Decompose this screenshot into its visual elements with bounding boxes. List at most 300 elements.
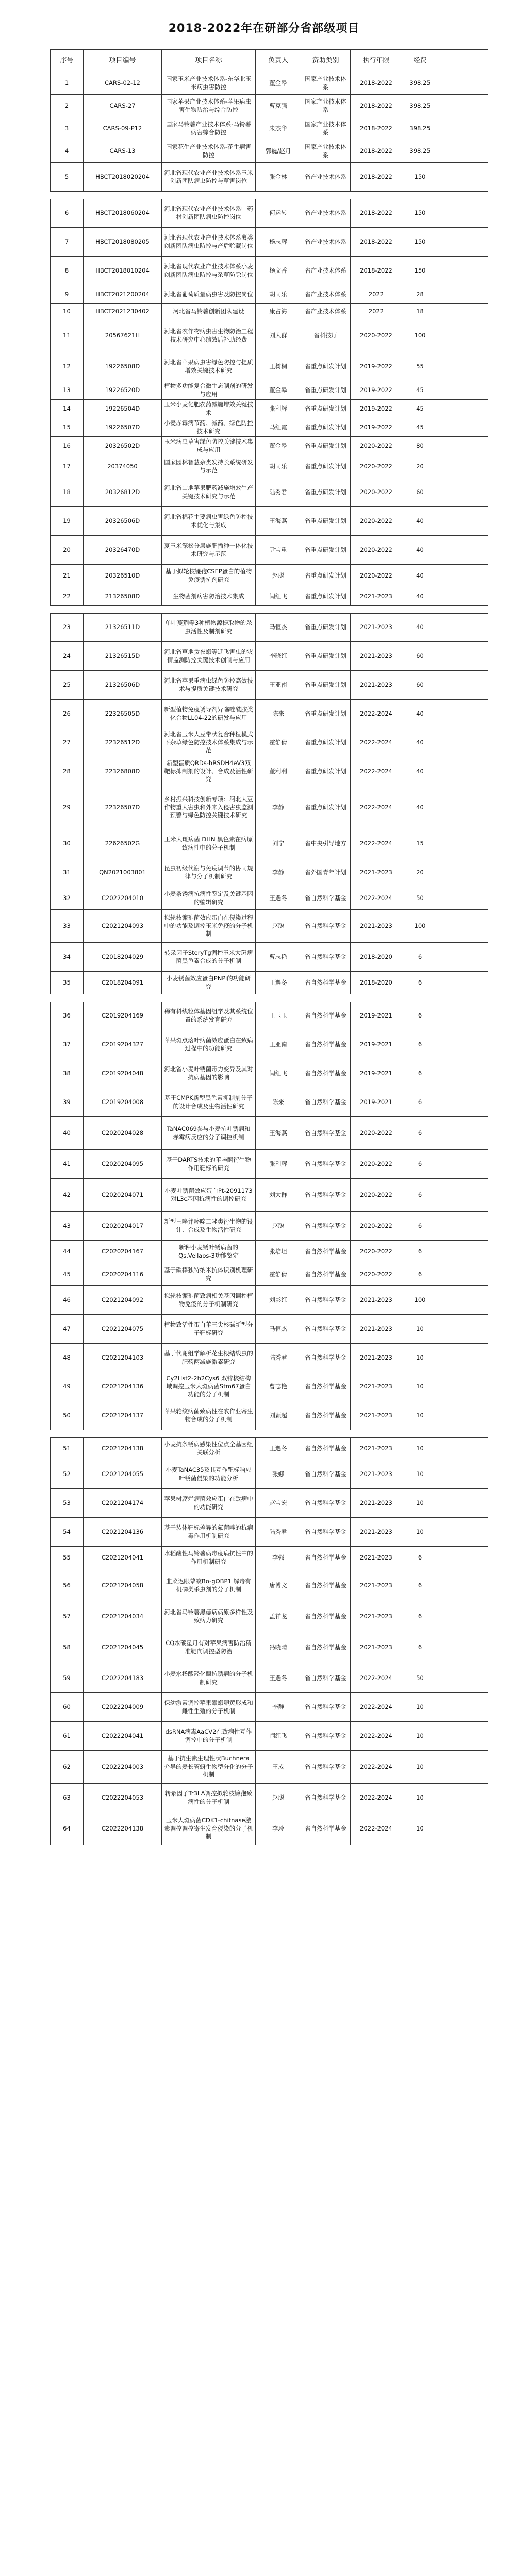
table-cell: 150 (402, 228, 438, 256)
table-cell: 2020-2022 (351, 565, 402, 587)
table-cell: C2019204048 (84, 1059, 162, 1088)
table-cell: 45 (51, 1263, 84, 1285)
header-cell: 负责人 (256, 50, 301, 72)
table-cell: 省自然科学基金 (301, 1088, 351, 1116)
table-cell: 6 (51, 199, 84, 227)
table-cell: 50 (402, 1664, 438, 1692)
table-cell: 2020-2022 (351, 536, 402, 564)
table-cell: C2022204010 (84, 887, 162, 909)
table-row (50, 700, 488, 728)
table-cell: 河北省马铃薯黑痣病病原多样性及致病力研究 (162, 1602, 256, 1631)
table-row (50, 642, 488, 671)
table-row (50, 786, 488, 829)
table-cell: 2021-2023 (351, 1460, 402, 1488)
table-cell: 河北省现代农业产业技术体系小麦创新团队病虫防控与杂草防除岗位 (162, 257, 256, 285)
table-cell: 26 (51, 700, 84, 728)
table-cell: 曹志艳 (256, 1372, 301, 1401)
table-cell: HBCT2021230402 (84, 304, 162, 319)
table-cell: 51 (51, 1438, 84, 1460)
table-cell: 省自然科学基金 (301, 1693, 351, 1721)
table-cell: 61 (51, 1722, 84, 1750)
table-row (50, 829, 488, 858)
table-cell: 40 (402, 786, 438, 829)
table-cell: 19226508D (84, 352, 162, 381)
table-cell: 22326512D (84, 728, 162, 757)
table-cell: 省重点研发计划 (301, 352, 351, 381)
table-cell: 6 (402, 1002, 438, 1030)
table-cell: 10 (402, 1460, 438, 1488)
table-cell: 省重点研发计划 (301, 455, 351, 478)
table-cell: 省自然科学基金 (301, 1117, 351, 1149)
page-break (50, 192, 488, 199)
table-cell: 10 (402, 1722, 438, 1750)
table-cell: 2018-2022 (351, 257, 402, 285)
table-cell: 20 (51, 536, 84, 564)
table-cell: 河北省葡萄质量病虫害及防控岗位 (162, 285, 256, 303)
table-cell: 省自然科学基金 (301, 1179, 351, 1211)
table-cell (438, 1263, 489, 1285)
table-cell: C2022204003 (84, 1751, 162, 1783)
table-cell: 省产业技术体系 (301, 285, 351, 303)
table-cell: 赵宝宏 (256, 1489, 301, 1517)
table-cell: 省自然科学基金 (301, 1286, 351, 1314)
table-cell (438, 285, 489, 303)
table-cell: 22326505D (84, 700, 162, 728)
table-cell: HBCT2018080205 (84, 228, 162, 256)
table-cell: 河北省玉米大豆带状复合种植模式下杂草绿色防控技术体系集成与示范 (162, 728, 256, 757)
table-cell: 玉米小麦化肥农药减施增效关键技术 (162, 400, 256, 418)
table-cell: 2020-2022 (351, 455, 402, 478)
table-row (50, 1460, 488, 1489)
table-cell: 胡同乐 (256, 285, 301, 303)
table-cell: 省产业技术体系 (301, 199, 351, 227)
table-row (50, 671, 488, 700)
table-cell: 省自然科学基金 (301, 1631, 351, 1664)
table-cell: C2021204058 (84, 1569, 162, 1602)
table-cell: 25 (51, 671, 84, 699)
table-cell: 国家产业技术体系 (301, 117, 351, 140)
table-cell: 9 (51, 285, 84, 303)
table-cell: 40 (402, 507, 438, 535)
table-cell (438, 972, 489, 994)
table-row (50, 1631, 488, 1664)
table-cell: 2019-2022 (351, 400, 402, 418)
table-cell: 2019-2022 (351, 352, 402, 381)
table-cell: 省产业技术体系 (301, 228, 351, 256)
table-cell: 省自然科学基金 (301, 1150, 351, 1178)
table-cell: 2018-2022 (351, 95, 402, 117)
table-cell: C2021204103 (84, 1344, 162, 1372)
table-cell (438, 1344, 489, 1372)
table-cell: 省自然科学基金 (301, 1547, 351, 1569)
table-cell: 2022 (351, 304, 402, 319)
table-cell: 河北省现代农业产业技术体系中药材创新团队病虫防控岗位 (162, 199, 256, 227)
table-cell: 省重点研发计划 (301, 587, 351, 605)
table-cell: 2020-2022 (351, 1179, 402, 1211)
table-cell: 64 (51, 1812, 84, 1845)
table-cell (438, 1117, 489, 1149)
table-cell: 19 (51, 507, 84, 535)
table-row (50, 1569, 488, 1602)
table-cell: 马恒杰 (256, 614, 301, 641)
table-cell: 1 (51, 72, 84, 94)
table-cell: 新种小麦锈叶锈病菌的Qs.Vellaos-3功能鉴定 (162, 1241, 256, 1263)
table-cell: 2021-2023 (351, 1569, 402, 1602)
table-cell: 霍静倩 (256, 1263, 301, 1285)
table-cell: C2021204136 (84, 1518, 162, 1546)
table-cell: 河北省现代农业产业技术体系薯类创新团队病虫防控与产后贮藏岗位 (162, 228, 256, 256)
table-cell: 赵聪 (256, 565, 301, 587)
table-cell: 2022-2024 (351, 1722, 402, 1750)
table-cell: 2019-2021 (351, 1030, 402, 1059)
table-cell: 省自然科学基金 (301, 1751, 351, 1783)
table-cell: 40 (402, 700, 438, 728)
table-cell (438, 1401, 489, 1430)
table-cell: 小麦条锈病抗病性鉴定及关键基因的编辑研究 (162, 887, 256, 909)
table-cell: 基于拟轮枝镰孢CSEP蛋白的植物免疫诱抗剂研究 (162, 565, 256, 587)
table-row (50, 163, 488, 192)
table-row (50, 352, 488, 381)
table-cell: 张娜 (256, 1460, 301, 1488)
table-cell: 国家产业技术体系 (301, 72, 351, 94)
table-cell: 2022-2024 (351, 786, 402, 829)
table-cell: 6 (402, 1030, 438, 1059)
table-cell: 21326508D (84, 587, 162, 605)
table-cell: 省自然科学基金 (301, 1784, 351, 1812)
table-cell: 40 (402, 536, 438, 564)
table-cell: 2021-2023 (351, 1401, 402, 1430)
table-cell: 6 (402, 1569, 438, 1602)
table-row (50, 1030, 488, 1059)
table-row (50, 199, 488, 228)
table-cell: 王亚南 (256, 671, 301, 699)
table-cell: 国家园林智慧杂类发持长系统研发与示范 (162, 455, 256, 478)
table-cell: 小麦叶锈菌效应蛋白Pt-2091173对L3c基因抗病性的调控研究 (162, 1179, 256, 1211)
table-header (50, 49, 488, 72)
table-cell: HBCT2021200204 (84, 285, 162, 303)
table-cell: 唐博文 (256, 1569, 301, 1602)
table-cell: 45 (402, 400, 438, 418)
table-cell: 40 (51, 1117, 84, 1149)
table-cell: C2021204045 (84, 1631, 162, 1664)
table-cell: CARS-02-12 (84, 72, 162, 94)
table-cell: 2019-2022 (351, 418, 402, 436)
table-cell: C2021204055 (84, 1460, 162, 1488)
table-cell: 基于CMPK新型黑色素抑制剂分子的设计合成及生物活性研究 (162, 1088, 256, 1116)
header-cell: 项目编号 (84, 50, 162, 72)
table-cell: 20 (402, 858, 438, 887)
table-cell: 省自然科学基金 (301, 1722, 351, 1750)
table-row (50, 285, 488, 304)
table-cell: C2022204053 (84, 1784, 162, 1812)
table-cell: 王遇冬 (256, 1664, 301, 1692)
table-row (50, 887, 488, 910)
table-cell: 20326470D (84, 536, 162, 564)
table-cell: 闫红飞 (256, 1722, 301, 1750)
table-cell (438, 1489, 489, 1517)
table-cell: 2 (51, 95, 84, 117)
table-cell: 19226507D (84, 418, 162, 436)
table-cell: 王树桐 (256, 352, 301, 381)
table-cell: 基于碳棒独特纳米抗体识别机理研究 (162, 1263, 256, 1285)
table-cell: 150 (402, 199, 438, 227)
table-cell: 基于抗生素生理性状Buchnera 介导的麦长管蚜生物型分化的分子机制 (162, 1751, 256, 1783)
table-row (50, 1751, 488, 1784)
table-cell: 37 (51, 1030, 84, 1059)
table-cell: 22 (51, 587, 84, 605)
table-cell: 12 (51, 352, 84, 381)
table-cell: 河北省棉花主要病虫害绿色防控技术优化与集成 (162, 507, 256, 535)
table-cell: CARS-27 (84, 95, 162, 117)
table-cell: 2022 (351, 285, 402, 303)
table-cell (438, 1547, 489, 1569)
table-cell: 48 (51, 1344, 84, 1372)
table-cell: 3 (51, 117, 84, 140)
table-cell: 19226520D (84, 381, 162, 399)
table-cell (438, 1438, 489, 1460)
table-cell: 8 (51, 257, 84, 285)
table-cell: 2018-2022 (351, 228, 402, 256)
table-cell: dsRNA病毒AaCV2在致病性互作调控中的分子机制 (162, 1722, 256, 1750)
table-cell: 43 (51, 1212, 84, 1240)
table-cell: 10 (402, 1693, 438, 1721)
table-cell: 21 (51, 565, 84, 587)
table-cell: 2022-2024 (351, 1812, 402, 1845)
table-cell: 省重点研发计划 (301, 786, 351, 829)
table-row (50, 1179, 488, 1212)
table-cell: C2018204029 (84, 943, 162, 971)
table-cell: 20567621H (84, 319, 162, 352)
table-cell (438, 565, 489, 587)
table-cell: 赵聪 (256, 1784, 301, 1812)
table-cell: 2020-2022 (351, 1117, 402, 1149)
table-cell: 34 (51, 943, 84, 971)
header-cell: 序号 (51, 50, 84, 72)
table-row (50, 1002, 488, 1030)
table-row (50, 943, 488, 972)
table-cell: 刘大群 (256, 1179, 301, 1211)
table-cell: 基于装体靶标差异的氟菌唑的抗病毒作用机制研究 (162, 1518, 256, 1546)
table-cell: 基于DARTS技术的苯唑酮衍生物作用靶标的研究 (162, 1150, 256, 1178)
table-cell: 58 (51, 1631, 84, 1664)
table-cell: 2019-2021 (351, 1088, 402, 1116)
table-row (50, 858, 488, 887)
table-cell: 张利辉 (256, 1150, 301, 1178)
table-cell: 2018-2022 (351, 117, 402, 140)
table-cell: 63 (51, 1784, 84, 1812)
table-cell: C2020204116 (84, 1263, 162, 1285)
table-cell: 省重点研发计划 (301, 418, 351, 436)
table-cell: HBCT2018060204 (84, 199, 162, 227)
table-cell: 45 (402, 418, 438, 436)
table-row (50, 1722, 488, 1751)
table-cell: 省科技厅 (301, 319, 351, 352)
table-cell: 2018-2022 (351, 163, 402, 191)
table-cell: 何运转 (256, 199, 301, 227)
table-cell: 省产业技术体系 (301, 257, 351, 285)
table-cell: C2020204071 (84, 1179, 162, 1211)
table-cell: 2022-2024 (351, 887, 402, 909)
table-cell: 28 (51, 757, 84, 786)
table-cell: 省中央引导地方 (301, 829, 351, 858)
table-cell: 22326507D (84, 786, 162, 829)
table-row (50, 1372, 488, 1401)
table-cell (438, 1372, 489, 1401)
table-cell (438, 1460, 489, 1488)
table-row (50, 1315, 488, 1344)
table-row (50, 1784, 488, 1812)
table-row (50, 1117, 488, 1150)
table-cell: 13 (51, 381, 84, 399)
table-cell: 52 (51, 1460, 84, 1488)
table-cell: C2021204136 (84, 1372, 162, 1401)
table-row (50, 565, 488, 587)
table-cell: 50 (402, 887, 438, 909)
table-cell: 40 (402, 728, 438, 757)
table-cell: 55 (402, 352, 438, 381)
table-cell: 21326515D (84, 642, 162, 670)
table-cell: C2020204017 (84, 1212, 162, 1240)
table-cell: 6 (402, 1631, 438, 1664)
table-cell: 河北省马铃薯创新团队建设 (162, 304, 256, 319)
table-cell: 省自然科学基金 (301, 1030, 351, 1059)
table-cell: 河北省苹果病虫害绿色防控与提质增效关键技术研究 (162, 352, 256, 381)
table-cell: 5 (51, 163, 84, 191)
table-row (50, 1059, 488, 1088)
table-cell: 150 (402, 257, 438, 285)
table-cell: 省自然科学基金 (301, 1460, 351, 1488)
table-cell: C2022204041 (84, 1722, 162, 1750)
page-title: 2018-2022年在研部分省部级项目 (168, 22, 360, 35)
table-cell: 27 (51, 728, 84, 757)
table-cell: 河北省草地贪夜蛾等迁飞害虫的灾情监测防控关键技术创制与应用 (162, 642, 256, 670)
table-cell: 昆虫初级代谢与免疫调节的协同规律与分子机制研究 (162, 858, 256, 887)
table-cell: 47 (51, 1315, 84, 1343)
table-cell: 刘影红 (256, 1286, 301, 1314)
table-cell: 398.25 (402, 117, 438, 140)
table-cell: 国家玉米产业技术体系-东华北玉米病虫害防控 (162, 72, 256, 94)
table-cell: 30 (51, 829, 84, 858)
table-cell: 国家马铃薯产业技术体系-马铃薯病害综合防控 (162, 117, 256, 140)
table-cell: 22326808D (84, 757, 162, 786)
table-cell: 2021-2023 (351, 587, 402, 605)
table-cell (438, 437, 489, 455)
table-row (50, 1344, 488, 1372)
table-cell (438, 418, 489, 436)
table-cell: 2019-2021 (351, 1002, 402, 1030)
table-cell: C2020204095 (84, 1150, 162, 1178)
table-cell: 赵聪 (256, 910, 301, 942)
table-cell: 2022-2024 (351, 1751, 402, 1783)
table-row (50, 1263, 488, 1286)
table-cell: 王成 (256, 1751, 301, 1783)
table-cell (438, 614, 489, 641)
table-cell: 2019-2021 (351, 1059, 402, 1088)
header-cell: 执行年限 (351, 50, 402, 72)
table-row (50, 437, 488, 455)
table-cell: 生物菌剂病害防治技术集成 (162, 587, 256, 605)
table-cell: 60 (402, 478, 438, 506)
table-cell: 2018-2020 (351, 972, 402, 994)
table-cell: 陆秀君 (256, 1344, 301, 1372)
table-cell: 2021-2023 (351, 858, 402, 887)
table-cell: 新型三唑并嘧啶二唑类衍生物的设计、合成及生物活性研究 (162, 1212, 256, 1240)
table-cell: 398.25 (402, 140, 438, 162)
table-cell: C2022204009 (84, 1693, 162, 1721)
header-cell (438, 50, 489, 72)
table-cell (438, 1518, 489, 1546)
table-cell: QN2021003801 (84, 858, 162, 887)
table-cell: 省自然科学基金 (301, 887, 351, 909)
table-cell (438, 400, 489, 418)
table-row (50, 1602, 488, 1631)
table-cell: 河北省苹果重病虫绿色防控高效技术与提质关键技术研究 (162, 671, 256, 699)
table-cell: 150 (402, 163, 438, 191)
table-row (50, 1812, 488, 1845)
table-cell: 省重点研发计划 (301, 671, 351, 699)
table-cell: C2020204028 (84, 1117, 162, 1149)
table-cell: 398.25 (402, 95, 438, 117)
table-cell: 6 (402, 1263, 438, 1285)
table-cell: 基于代谢组学解析花生根结线虫的肥药两减施激素研究 (162, 1344, 256, 1372)
table-cell (438, 455, 489, 478)
table-row (50, 1693, 488, 1722)
table-cell: 2020-2022 (351, 1241, 402, 1263)
table-cell: 40 (402, 587, 438, 605)
table-cell: 河北省现代农业产业技术体系玉米创新团队病虫防控与草害岗位 (162, 163, 256, 191)
table-row (50, 228, 488, 257)
table-cell: 朱杰华 (256, 117, 301, 140)
table-cell: 省重点研发计划 (301, 565, 351, 587)
table-row (50, 72, 488, 95)
table-cell: 省自然科学基金 (301, 1002, 351, 1030)
table-cell: 2018-2022 (351, 199, 402, 227)
table-row (50, 1401, 488, 1430)
table-cell: 孟祥龙 (256, 1602, 301, 1631)
table-cell: 22626502G (84, 829, 162, 858)
table-row (50, 304, 488, 319)
table-cell: 李静 (256, 1693, 301, 1721)
table-cell: 2021-2023 (351, 1315, 402, 1343)
table-cell (438, 1241, 489, 1263)
table-cell: 2021-2023 (351, 614, 402, 641)
table-cell: 10 (402, 1518, 438, 1546)
table-cell: 6 (402, 1059, 438, 1088)
table-cell (438, 728, 489, 757)
table-cell: 2022-2024 (351, 1664, 402, 1692)
table-row (50, 910, 488, 943)
table-cell: 2021-2023 (351, 1602, 402, 1631)
table-cell: 省重点研发计划 (301, 642, 351, 670)
table-cell (438, 304, 489, 319)
table-cell: 稀有科线粒体基因组学及其系统位置的系统发育研究 (162, 1002, 256, 1030)
table-cell: 省自然科学基金 (301, 1263, 351, 1285)
table-row (50, 418, 488, 437)
table-cell: C2021204034 (84, 1602, 162, 1631)
table-cell: 玉米大斑病菌 DHN 黑色素在病原致病性中的分子机制 (162, 829, 256, 858)
table-cell: 2020-2022 (351, 1150, 402, 1178)
table-cell (438, 887, 489, 909)
table-cell: 39 (51, 1088, 84, 1116)
header-cell: 资助类别 (301, 50, 351, 72)
table-cell: 21326511D (84, 614, 162, 641)
table-cell: 康占海 (256, 304, 301, 319)
table-row (50, 257, 488, 285)
table-row (50, 1286, 488, 1315)
table-row (50, 972, 488, 994)
table-cell: C2021204174 (84, 1489, 162, 1517)
table-cell: 23 (51, 614, 84, 641)
